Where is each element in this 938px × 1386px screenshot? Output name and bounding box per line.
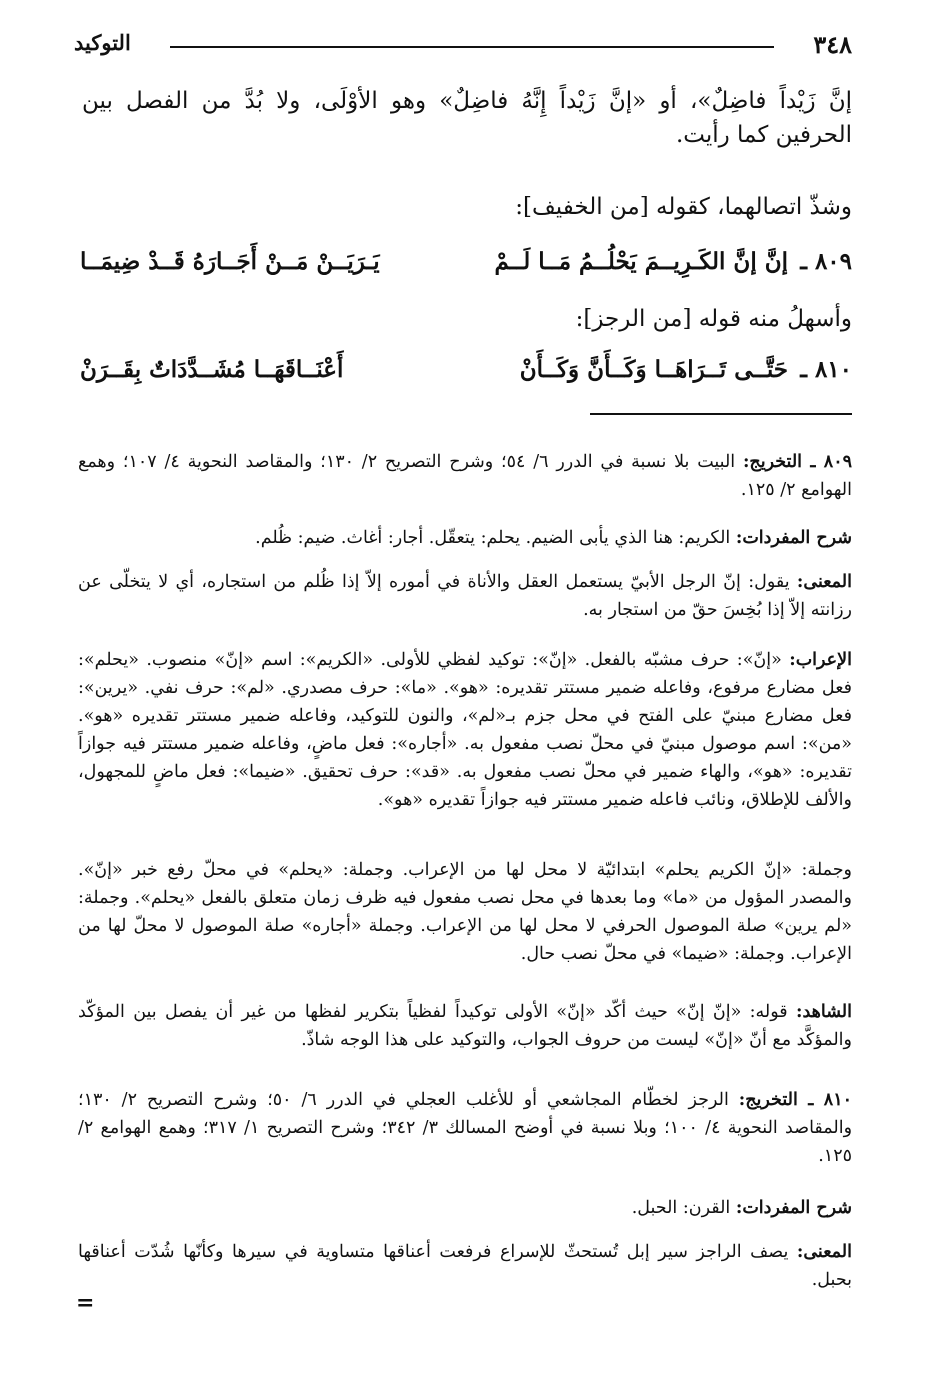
footnote-separator <box>590 413 852 415</box>
footnote-810-mufradat <box>78 1194 852 1222</box>
verse-809 <box>80 248 852 288</box>
footnote-label: شرح المفردات: <box>735 528 852 548</box>
verse-number: ٨١٠ ـ <box>800 356 852 383</box>
footnote-text: يقول: إنّ الرجل الأبيّ يستعمل العقل والأناة في أموره إلاّ إذا ظُلم من استجاره، أي لا يتخلّى عن رزانته إلاّ إذا بُخِسَ حقّ من استجار به. <box>78 572 852 620</box>
footnote-text: قوله: «إنّ إنّ» حيث أكّد «إنّ» الأولى توكيداً لفظياً بتكرير لفظها من غير أن يفصل بين المؤكّد والمؤكَّد مع أنّ «إنّ» ليست من حروف الجواب، والتوكيد على هذا الوجه شاذّ. <box>78 1002 852 1050</box>
footnote-label: الإعراب: <box>789 650 852 670</box>
footnote-text: الكريم: هنا الذي يأبى الضيم. يحلم: يتعقّل. أجار: أغاث. ضيم: ظُلم. <box>255 528 731 548</box>
page-header <box>74 30 852 62</box>
running-title: التوكيد <box>74 30 131 55</box>
verse-hemistich-first: حَتَّــى تَــرَاهَــا وَكَــأَنَّ وَكَــأَنْ <box>519 356 788 383</box>
verse-hemistich-second: أَعْنَــاقَهَــا مُشَــدَّدَاتٌ بِقَــرَنْ <box>80 356 344 383</box>
footnote-label: ٨٠٩ ـ التخريج: <box>742 452 852 472</box>
verse-intro: وأسهلُ منه قوله [من الرجز]: <box>575 306 852 332</box>
footnote-809-mufradat <box>78 524 852 552</box>
footnote-text: الرجز لخطّام المجاشعي أو للأغلب العجلي في الدرر ٦/ ٥٠؛ وشرح التصريح ٢/ ١٣٠؛ والمقاصد النحوية ٤/ ١٠٠؛ وبلا نسبة في أوضح المسالك ٣/ ٣٤٢؛ وشرح التصريح ١/ ٣١٧؛ وهمع الهوامع ٢/ ١٢٥. <box>78 1090 853 1166</box>
header-rule <box>170 46 774 48</box>
footnote-text: البيت بلا نسبة في الدرر ٦/ ٥٤؛ وشرح التصريح ٢/ ١٣٠؛ والمقاصد النحوية ٤/ ١٠٧؛ وهمع الهوامع ٢/ ١٢٥. <box>78 452 852 500</box>
page-number: ٣٤٨ <box>813 30 852 59</box>
footnote-text: يصف الراجز سير إبل تُستحثّ للإسراع فرفعت أعناقها متساوية في سيرها وكأنّها شُدّت أعناقها بحبل. <box>78 1242 852 1290</box>
footnote-810-takhrij <box>78 1086 852 1170</box>
footnote-810-mana <box>78 1238 852 1294</box>
verse-intro: وشذّ اتصالهما، كقوله [من الخفيف]: <box>515 194 852 220</box>
verse-hemistich-second: يَـرَيَــنْ مَــنْ أَجَــارَهُ قَــدْ ضِيمَــا <box>80 248 380 275</box>
footnote-label: الشاهد: <box>795 1002 852 1022</box>
footnote-809-irab <box>78 646 852 814</box>
footnote-label: المعنى: <box>796 572 852 592</box>
footnote-809-shahid <box>78 998 852 1054</box>
footnote-809-takhrij <box>78 448 852 504</box>
footnote-label: شرح المفردات: <box>735 1198 852 1218</box>
footnote-809-jumla: وجملة: «إنّ الكريم يحلم» ابتدائيّة لا محل لها من الإعراب. وجملة: «يحلم» في محلّ رفع خبر «إنّ». والمصدر المؤول من «ما» وما بعدها في محل نصب مفعول فيه ظرف زمان متعلق بالفعل «يحلم». وجملة: «لم يرين» صلة الموصول الحرفي لا محل لها من الإعراب. وجملة «أجاره» صلة الموصول لا محلّ لها من الإعراب. وجملة: «ضيما» في محلّ نصب حال. <box>78 860 852 964</box>
main-paragraph: إنَّ زَيْداً فاضِلٌ»، أو «إنَّ زَيْداً إِنَّهُ فاضِلٌ» وهو الأوْلَى، ولا بُدَّ من الفصل بين الحرفين كما رأيت. <box>82 88 852 148</box>
footnote-text: «إنّ»: حرف مشبّه بالفعل. «إنّ»: توكيد لفظي للأولى. «الكريم»: اسم «إنّ» منصوب. «يحلم»: فعل مضارع مرفوع، وفاعله ضمير مستتر تقديره: «هو». «ما»: حرف مصدري. «لم»: حرف نفي. «يرين»: فعل مضارع مبنيّ على الفتح في محل جزم بـ«لم»، والنون للتوكيد، وفاعله ضمير مستتر تقديره «هو». «من»: اسم موصول مبنيّ في محلّ نصب مفعول به. «أجاره»: فعل ماضٍ، وفاعله ضمير مستتر فيه جوازاً تقديره: «هو»، والهاء ضمير في محلّ نصب مفعول به. «قد»: حرف تحقيق. «ضيما»: فعل ماضٍ للمجهول، والألف للإطلاق، ونائب فاعله ضمير مستتر فيه جوازاً تقديره «هو». <box>78 650 852 810</box>
verse-810 <box>80 356 852 396</box>
continuation-mark: = <box>76 1290 95 1316</box>
verse-number: ٨٠٩ ـ <box>800 248 852 275</box>
footnote-text: القرن: الحبل. <box>631 1198 731 1218</box>
footnote-809-mana <box>78 568 852 624</box>
footnote-label: ٨١٠ ـ التخريج: <box>738 1090 852 1110</box>
footnote-label: المعنى: <box>796 1242 852 1262</box>
verse-hemistich-first: إنَّ إنَّ الكَـرِيــمَ يَحْلُــمُ مَــا لَــمْ <box>494 248 788 275</box>
